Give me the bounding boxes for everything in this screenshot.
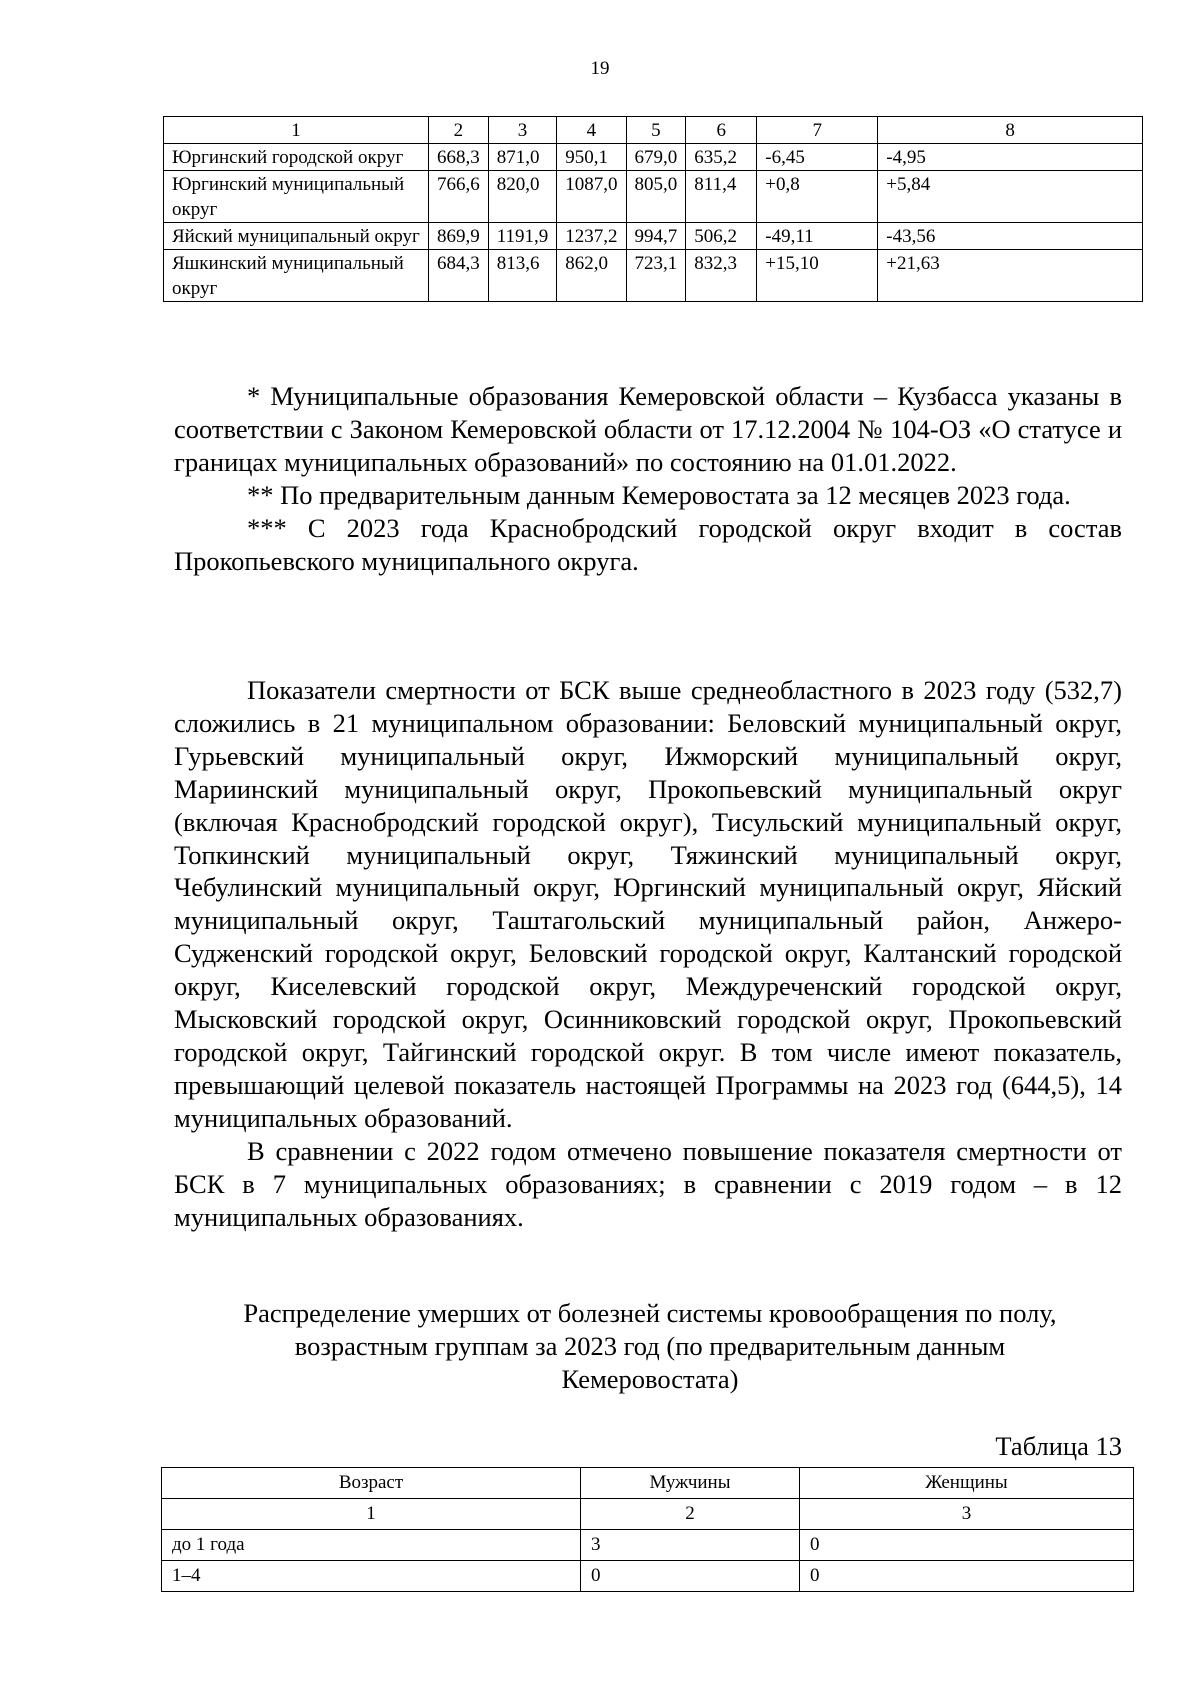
footnote: *** С 2023 года Краснобродский городской округ входит в состав Прокопьевского муниципального округа. bbox=[174, 512, 1122, 576]
column-number: 5 bbox=[626, 117, 686, 144]
column-header-women: Женщины bbox=[800, 1468, 1134, 1499]
table-cell: 832,3 bbox=[686, 250, 757, 302]
table-cell: 862,0 bbox=[557, 250, 626, 302]
table-cell: -43,56 bbox=[878, 223, 1143, 250]
heading-line: Кемеровостата) bbox=[561, 1363, 739, 1394]
table-cell: 1237,2 bbox=[557, 223, 626, 250]
table-cell: +0,8 bbox=[757, 171, 878, 223]
table-cell: 950,1 bbox=[557, 144, 626, 171]
body-text bbox=[174, 674, 1122, 1233]
table-cell: 871,0 bbox=[488, 144, 557, 171]
column-number: 3 bbox=[800, 1499, 1134, 1530]
table-header-row bbox=[162, 1468, 1134, 1499]
district-name: Юргинский городской округ bbox=[164, 144, 429, 171]
table-caption: Таблица 13 bbox=[995, 1431, 1122, 1461]
page-number: 19 bbox=[590, 58, 610, 79]
table-cell: 506,2 bbox=[686, 223, 757, 250]
table-cell: -4,95 bbox=[878, 144, 1143, 171]
table-cell: 813,6 bbox=[488, 250, 557, 302]
column-number: 6 bbox=[686, 117, 757, 144]
table-row bbox=[164, 144, 1143, 171]
table-cell: 805,0 bbox=[626, 171, 686, 223]
table-cell: 811,4 bbox=[686, 171, 757, 223]
table-cell: -6,45 bbox=[757, 144, 878, 171]
table-cell: 0 bbox=[581, 1561, 800, 1592]
footnotes bbox=[174, 380, 1122, 577]
table-cell: 869,9 bbox=[429, 223, 489, 250]
table-cell: 766,6 bbox=[429, 171, 489, 223]
column-number: 7 bbox=[757, 117, 878, 144]
column-header-men: Мужчины bbox=[581, 1468, 800, 1499]
age-group: 1–4 bbox=[162, 1561, 581, 1592]
column-number: 3 bbox=[488, 117, 557, 144]
district-name: Юргинский муниципальный округ bbox=[164, 171, 429, 223]
table-cell: 0 bbox=[800, 1530, 1134, 1561]
footnote: ** По предварительным данным Кемеровостата за 12 месяцев 2023 года. bbox=[247, 479, 1071, 510]
table-row bbox=[164, 171, 1143, 223]
table-cell: -49,11 bbox=[757, 223, 878, 250]
table-number-row bbox=[162, 1499, 1134, 1530]
table-cell: +21,63 bbox=[878, 250, 1143, 302]
column-number: 2 bbox=[429, 117, 489, 144]
table-cell: 820,0 bbox=[488, 171, 557, 223]
district-name: Яшкинский муниципальный округ bbox=[164, 250, 429, 302]
table-cell: 668,3 bbox=[429, 144, 489, 171]
table-row bbox=[162, 1530, 1134, 1561]
table-cell: 0 bbox=[800, 1561, 1134, 1592]
table-cell: 635,2 bbox=[686, 144, 757, 171]
mortality-by-district-table bbox=[163, 116, 1143, 302]
paragraph: Показатели смертности от БСК выше среднеобластного в 2023 году (532,7) сложились в 21 муниципальном образовании: Беловский муниципальный округ, Гурьевский муниципальный округ, Ижморский муниципальный округ, Мариинский муниципальный округ, Прокопьевский муниципальный округ (включая Краснобродский городской округ), Тисульский муниципальный округ, Топкинский муниципальный округ, Тяжинский муниципальный округ, Чебулинский муниципальный округ, Юргинский муниципальный округ, Яйский муниципальный округ, Таштагольский муниципальный район, Анжеро-Судженский городской округ, Беловский городской округ, Калтанский городской округ, Киселевский городской округ, Междуреченский городской округ, Мысковский городской округ, Осинниковский городской округ, Прокопьевский городской округ, Тайгинский городской округ. В том числе имеют показатель, превышающий целевой показатель настоящей Программы на 2023 год (644,5), 14 муниципальных образований. bbox=[174, 675, 1122, 1133]
section-heading bbox=[180, 1297, 1120, 1396]
age-group: до 1 года bbox=[162, 1530, 581, 1561]
column-number: 1 bbox=[162, 1499, 581, 1530]
deaths-by-sex-age-table bbox=[161, 1467, 1134, 1592]
footnote: * Муниципальные образования Кемеровской области – Кузбасса указаны в соответствии с Законом Кемеровской области от 17.12.2004 № 104-ОЗ «О статусе и границах муниципальных образований» по состоянию на 01.01.2022. bbox=[174, 381, 1122, 477]
table-cell: +5,84 bbox=[878, 171, 1143, 223]
table-cell: 1087,0 bbox=[557, 171, 626, 223]
table-cell: 723,1 bbox=[626, 250, 686, 302]
heading-line: возрастным группам за 2023 год (по предварительным данным bbox=[294, 1330, 1006, 1361]
column-number: 8 bbox=[878, 117, 1143, 144]
column-number: 1 bbox=[164, 117, 429, 144]
paragraph: В сравнении с 2022 годом отмечено повышение показателя смертности от БСК в 7 муниципальных образованиях; в сравнении с 2019 годом – в 12 муниципальных образованиях. bbox=[174, 1135, 1122, 1232]
table-cell: 679,0 bbox=[626, 144, 686, 171]
table-cell: 994,7 bbox=[626, 223, 686, 250]
column-number: 4 bbox=[557, 117, 626, 144]
table-header-row bbox=[164, 117, 1143, 144]
column-number: 2 bbox=[581, 1499, 800, 1530]
table-cell: 3 bbox=[581, 1530, 800, 1561]
table-cell: 1191,9 bbox=[488, 223, 557, 250]
district-name: Яйский муниципальный округ bbox=[164, 223, 429, 250]
table-row bbox=[164, 223, 1143, 250]
table-row bbox=[162, 1561, 1134, 1592]
column-header-age: Возраст bbox=[162, 1468, 581, 1499]
table-cell: 684,3 bbox=[429, 250, 489, 302]
heading-line: Распределение умерших от болезней системы кровообращения по полу, bbox=[243, 1298, 1057, 1328]
table-row bbox=[164, 250, 1143, 302]
table-cell: +15,10 bbox=[757, 250, 878, 302]
